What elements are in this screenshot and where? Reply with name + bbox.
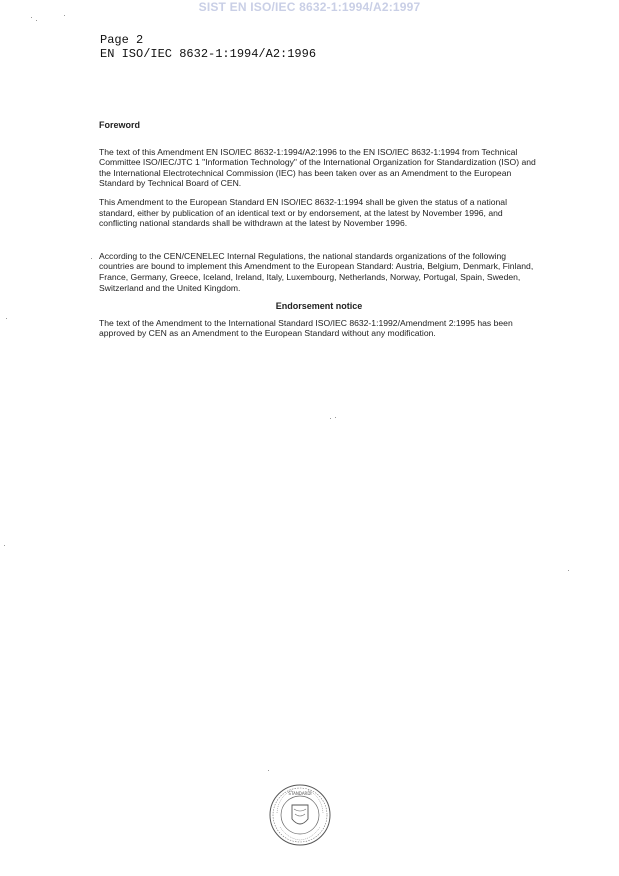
scan-artifact: [6, 318, 7, 319]
scan-artifact: [568, 570, 569, 571]
document-identifier: EN ISO/IEC 8632-1:1994/A2:1996: [100, 47, 317, 61]
paragraph-spacer: [99, 237, 539, 251]
foreword-heading: Foreword: [99, 120, 141, 130]
scan-artifact: [4, 545, 5, 546]
document-watermark: SIST EN ISO/IEC 8632-1:1994/A2:1997: [198, 0, 421, 14]
svg-text:STANDARDI: STANDARDI: [288, 791, 312, 796]
scan-artifact: [330, 418, 331, 419]
endorsement-paragraph: The text of the Amendment to the International Standard ISO/IEC 8632-1:1992/Amendment 2:1995 has been approved by CEN as an Amendment to the European Standard without any modification.: [99, 317, 513, 339]
foreword-paragraph-1: The text of this Amendment EN ISO/IEC 8632-1:1994/A2:1996 to the EN ISO/IEC 8632-1:1994 from Technical Committee ISO/IEC/JTC 1 "Information Technology" of the International Organization for Standardization (ISO) and the International Electrotechnical Commission (IEC) has been taken over as an Amendment to the European Standard by Technical Board of CEN.: [99, 146, 536, 189]
scan-artifact: [64, 15, 65, 16]
scan-artifact: [335, 417, 336, 418]
page-header: [100, 33, 316, 61]
scan-artifact: [36, 20, 37, 21]
endorsement-heading: Endorsement notice: [275, 301, 363, 312]
seal-graphic: [268, 783, 332, 847]
scan-artifact: [268, 770, 269, 771]
page-number-label: Page 2: [100, 33, 144, 47]
foreword-paragraph-3: According to the CEN/CENELEC Internal Regulations, the national standards organizations of the following countries are bound to implement this Amendment to the European Standard: Austria, Belgium, Denmark, Finland, France, Germany, Greece, Iceland, Ireland, Italy, Luxembourg, Netherlands, Norway, Portugal, Spain, Sweden, Switzerland and the United Kingdom.: [99, 250, 534, 293]
scan-artifact: [91, 258, 92, 259]
scan-artifact: [31, 17, 32, 18]
official-seal-icon: [268, 783, 332, 847]
foreword-paragraph-2: This Amendment to the European Standard EN ISO/IEC 8632-1:1994 shall be given the status of a national standard, either by publication of an identical text or by endorsement, at the latest by November 1996, and conflicting national standards shall be withdrawn at the latest by November 1996.: [99, 196, 507, 229]
document-body: [99, 120, 539, 347]
